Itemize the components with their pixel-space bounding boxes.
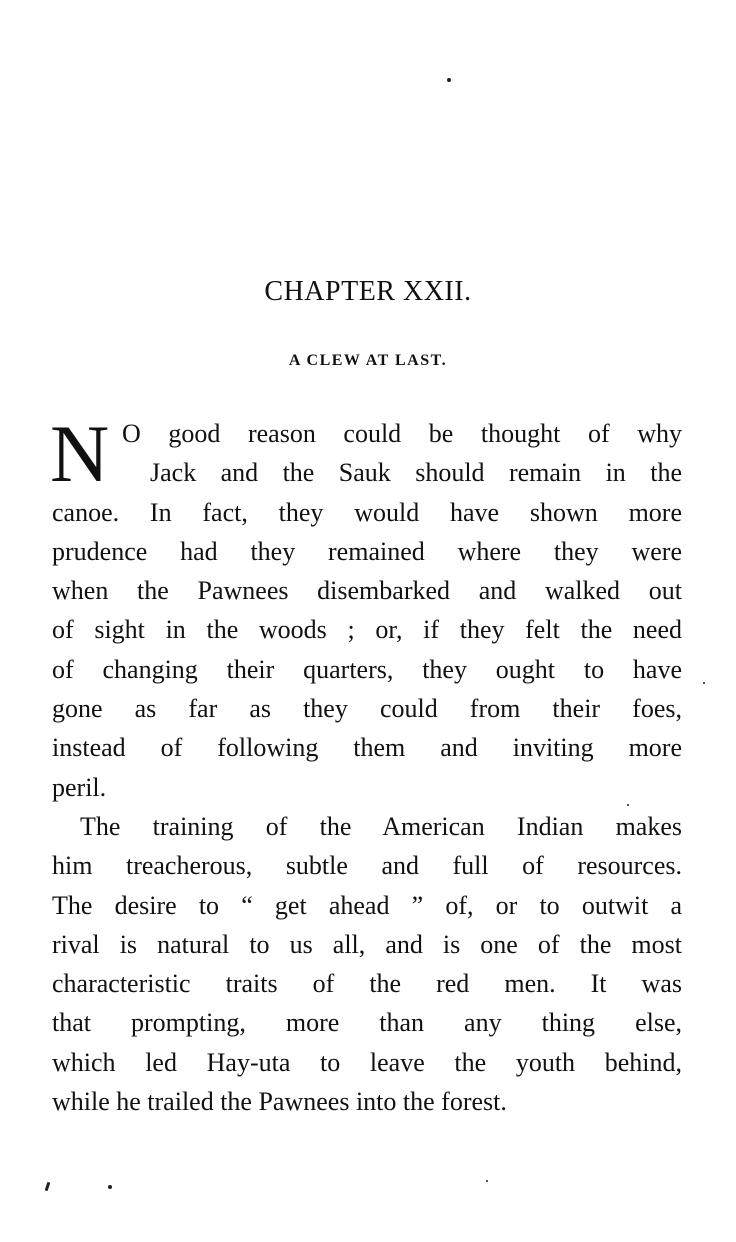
- paragraph-2: [52, 807, 682, 1121]
- print-speck: [703, 682, 705, 684]
- text-line: when the Pawnees disembarked and walked out: [52, 576, 682, 606]
- text-line: him treacherous, subtle and full of resources.: [52, 851, 682, 881]
- print-speck: [108, 1185, 112, 1189]
- text-line: instead of following them and inviting more: [52, 733, 682, 763]
- text-line: of sight in the woods ; or, if they felt the need: [52, 615, 682, 645]
- text-line: canoe. In fact, they would have shown more: [52, 497, 682, 527]
- text-line: that prompting, more than any thing else,: [52, 1008, 682, 1038]
- text-line: Jack and the Sauk should remain in the: [150, 458, 682, 488]
- text-line: which led Hay-uta to leave the youth behind,: [52, 1047, 682, 1077]
- chapter-subtitle: A CLEW AT LAST.: [288, 352, 448, 369]
- text-line: The training of the American Indian makes: [80, 811, 682, 841]
- chapter-body: [50, 408, 682, 1121]
- text-line: rival is natural to us all, and is one of the most: [52, 929, 682, 959]
- text-line: O good reason could be thought of why: [122, 419, 682, 448]
- paragraph-1: [50, 408, 682, 807]
- text-line: gone as far as they could from their foes,: [52, 694, 682, 724]
- print-speck: [486, 1180, 488, 1182]
- text-line: The desire to “ get ahead ” of, or to outwit a: [52, 890, 682, 920]
- drop-cap: N: [50, 408, 110, 499]
- text-line: prudence had they remained where they were: [52, 536, 682, 566]
- print-speck: [447, 78, 451, 82]
- text-line: while he trailed the Pawnees into the forest.: [52, 1087, 507, 1117]
- text-line: peril.: [52, 772, 107, 802]
- print-speck: [45, 1182, 51, 1191]
- chapter-title: CHAPTER XXII.: [264, 276, 472, 307]
- text-line: of changing their quarters, they ought to have: [52, 654, 682, 684]
- text-line: characteristic traits of the red men. It was: [52, 969, 682, 999]
